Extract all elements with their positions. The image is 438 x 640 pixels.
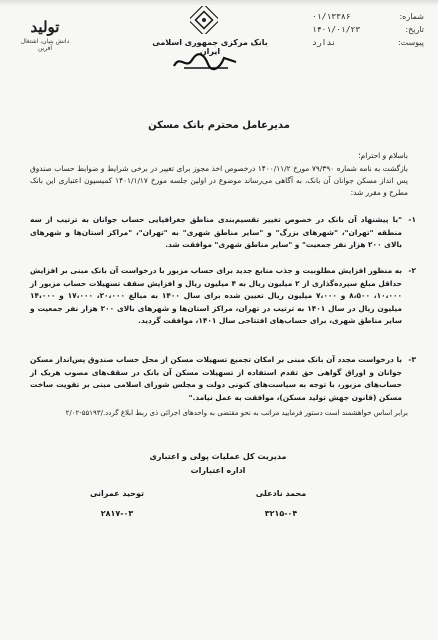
production-logo [16, 18, 74, 52]
clause-number: ۱- [408, 215, 416, 224]
signatory-left [62, 484, 172, 524]
attachment-value: ندارد [312, 38, 337, 47]
date-value: ۱۴۰۱/۰۱/۲۳ [312, 25, 361, 34]
number-label: شماره: [399, 12, 424, 21]
signatory-name: توحید عمرانی [89, 489, 145, 498]
clause-number: ۳- [408, 355, 416, 364]
meta-number-row [304, 10, 424, 23]
signatory-right [226, 484, 336, 524]
intro-paragraph: بازگشت به نامه شماره ۷۹/۳۹۰ مورخ ۱۴۰۰/۱۱/۲ درخصوص اخذ مجوز برای تغییر در برخی شرایط و ضوابط حساب صندوق پس انداز مسکن جوانان آن بانک، به آگاهی می‌رساند موضوع در اولین جلسه مورخ ۱۴۰۱/۱/۱۷ کمیسیون اعتباری این بانک مطرح و مقرر شد: [30, 164, 408, 197]
clause-text: به منظور افزایش مطلوبیت و جذب منابع جدید برای حساب مزبور با درخواست آن بانک مبنی بر افزایش حداقل مبلغ سپرده‌گذاری از ۲ میلیون ریال به ۴ میلیون ریال و افزایش سقف تسهیلات حساب مزبور از ۱۰،۰۰۰، ۸،۵۰۰ و ۷،۰۰۰ میلیون ریال تعیین شده برای سال ۱۴۰۰ به مبالغ ۲۰،۰۰۰، ۱۷،۰۰۰ و ۱۴،۰۰۰ میلیون ریال در سال ۱۴۰۱ به ترتیب در تهران، مراکز استان‌ها و شهرهای بالای ۲۰۰ هزار نفر جمعیت و سایر مناطق شهری، برای حساب‌های افتتاحی سال ۱۴۰۱، موافقت گردید. [30, 266, 402, 325]
clause-number: ۲- [408, 266, 416, 275]
clause-1 [30, 214, 416, 252]
department [118, 450, 318, 478]
bank-name: بانک مرکزی جمهوری اسلامی ایران [152, 38, 268, 56]
signatory-name: محمد نادعلی [255, 489, 307, 498]
closing-paragraph: برابر اساس خواهشمند است دستور فرمایید مراتب به نحو مقتضی به واحدهای اجرائی ذی ربط ابلاغ گردد./۵۵۱۹۳-۲/۰۲ [65, 409, 408, 417]
clause-text: "با پیشنهاد آن بانک در خصوص تغییر تقسیم‌بندی مناطق جغرافیایی حساب جوانان به ترتیب از سه منطقه "تهران"، "شهرهای بزرگ" و "سایر مناطق شهری" به "تهران"، "مراکز استان‌ها و شهرهای بالای ۲۰۰ هزار نفر جمعیت" و "سایر مناطق شهری" موافقت شد. [30, 215, 402, 249]
letter-meta [304, 10, 424, 49]
clause-3 [30, 354, 416, 404]
greeting: باسلام و احترام؛ [358, 151, 408, 160]
date-label: تاریخ: [405, 25, 424, 34]
department-line-2: اداره اعتبارات [190, 466, 246, 475]
clause-text: با درخواست مجدد آن بانک مبنی بر امکان تجمیع تسهیلات مسکن از محل حساب صندوق پس‌انداز مسکن جوانان و اوراق گواهی حق تقدم استفاده از تسهیلات مسکن آن بانک در سقف‌های مصوب هریک از حساب‌های مزبور، با توجه به سیاست‌های کنونی دولت و مجلس شورای اسلامی مبنی بر تقویت ساخت مسکن (قانون جهش تولید مسکن)، موافقت به عمل نیامد." [30, 355, 402, 402]
recipient-title: مدیرعامل محترم بانک مسکن [148, 120, 290, 131]
attachment-label: پیوست: [397, 38, 424, 47]
bank-emblem-icon [190, 6, 218, 34]
meta-date-row [304, 23, 424, 36]
department-line-1: مدیریت کل عملیات پولی و اعتباری [149, 452, 287, 461]
letterhead [0, 0, 438, 80]
logo-title: تولید [30, 18, 60, 36]
signatory-code: ۳۲۱۵-۰۴ [264, 509, 298, 518]
clause-2 [30, 265, 416, 328]
signature-icon [170, 50, 240, 72]
meta-attachment-row [304, 36, 424, 49]
signatory-code: ۲۸۱۷-۰۳ [100, 509, 134, 518]
number-value: ۰۱/۱۳۳۸۶ [312, 12, 351, 21]
logo-subtitle: دانش بنیان، اشتغال آفرین [20, 38, 70, 52]
